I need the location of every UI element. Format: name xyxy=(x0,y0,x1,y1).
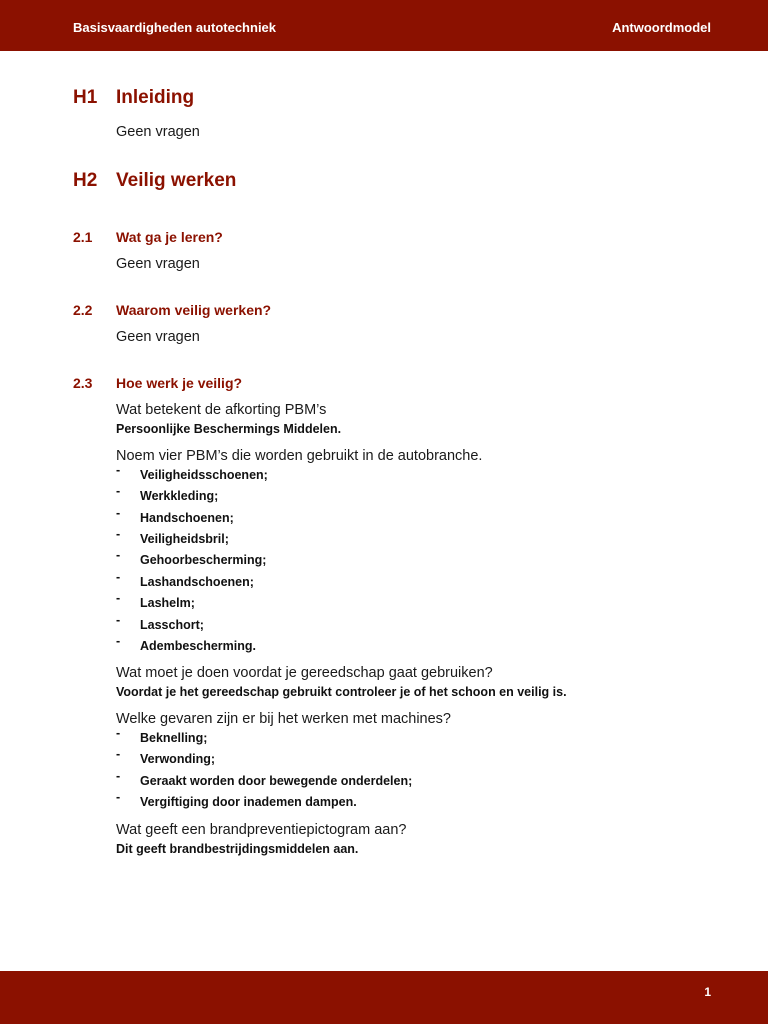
header-bar xyxy=(0,0,768,51)
question: Welke gevaren zijn er bij het werken met machines? xyxy=(116,711,452,727)
section-note: Geen vragen xyxy=(116,256,200,272)
section-title: Hoe werk je veilig? xyxy=(116,375,243,391)
chapter-title: Inleiding xyxy=(116,87,195,108)
section-number: 2.3 xyxy=(73,375,93,391)
section-title: Wat ga je leren? xyxy=(116,229,223,245)
chapter-number: H1 xyxy=(73,87,98,108)
footer-bar xyxy=(0,971,768,1024)
document-label: Antwoordmodel xyxy=(612,20,711,35)
question: Wat geeft een brandpreventiepictogram aan? xyxy=(116,822,407,838)
answer: Persoonlijke Beschermings Middelen. xyxy=(116,422,342,436)
section-note: Geen vragen xyxy=(116,329,200,345)
chapter-number: H2 xyxy=(73,170,98,191)
page-number: 1 xyxy=(704,985,711,999)
question: Wat betekent de afkorting PBM’s xyxy=(116,402,327,418)
question: Noem vier PBM’s die worden gebruikt in de autobranche. xyxy=(116,448,483,464)
document-title: Basisvaardigheden autotechniek xyxy=(73,20,277,35)
section-number: 2.1 xyxy=(73,229,93,245)
question: Wat moet je doen voordat je gereedschap gaat gebruiken? xyxy=(116,665,493,681)
chapter-note: Geen vragen xyxy=(116,124,200,140)
answer: Voordat je het gereedschap gebruikt controleer je of het schoon en veilig is. xyxy=(116,685,567,699)
chapter-title: Veilig werken xyxy=(116,170,237,191)
section-title: Waarom veilig werken? xyxy=(116,302,272,318)
answer: Dit geeft brandbestrijdingsmiddelen aan. xyxy=(116,842,359,856)
section-number: 2.2 xyxy=(73,302,93,318)
